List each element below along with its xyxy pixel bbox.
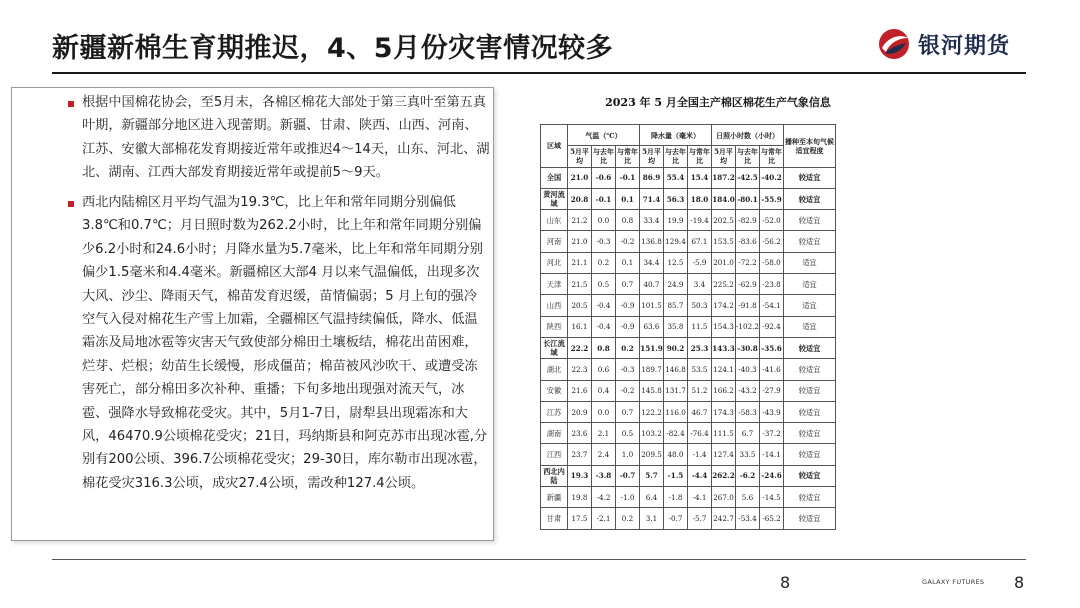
weather-table-figure bbox=[530, 92, 906, 544]
subheader: 5月平均 bbox=[568, 146, 592, 167]
value-cell: 103.2 bbox=[640, 423, 664, 444]
value-cell: 122.2 bbox=[640, 401, 664, 422]
table-body bbox=[541, 167, 836, 529]
value-cell: 0.8 bbox=[592, 337, 616, 358]
table-row bbox=[541, 295, 836, 316]
value-cell: 0.0 bbox=[592, 210, 616, 231]
page-number: 8 bbox=[780, 573, 791, 592]
value-cell: 3.1 bbox=[640, 508, 664, 529]
value-cell: -0.3 bbox=[616, 359, 640, 380]
value-cell: 35.8 bbox=[664, 316, 688, 337]
value-cell: -76.4 bbox=[688, 423, 712, 444]
value-cell: 17.5 bbox=[568, 508, 592, 529]
value-cell: 2.1 bbox=[592, 423, 616, 444]
header-suitability: 播种至本旬气候适宜程度 bbox=[784, 125, 836, 168]
suitability-cell: 较适宜 bbox=[784, 359, 836, 380]
value-cell: -83.6 bbox=[736, 231, 760, 252]
value-cell: 184.0 bbox=[712, 188, 736, 209]
value-cell: -30.8 bbox=[736, 337, 760, 358]
value-cell: 166.2 bbox=[712, 380, 736, 401]
header-sunshine: 日照小时数（小时） bbox=[712, 125, 784, 146]
region-cell: 安徽 bbox=[541, 380, 568, 401]
region-cell: 山西 bbox=[541, 295, 568, 316]
value-cell: 154.3 bbox=[712, 316, 736, 337]
value-cell: -40.2 bbox=[760, 167, 784, 188]
value-cell: -0.1 bbox=[616, 167, 640, 188]
value-cell: 129.4 bbox=[664, 231, 688, 252]
value-cell: 21.0 bbox=[568, 167, 592, 188]
region-cell: 西北内陆 bbox=[541, 465, 568, 486]
value-cell: 145.8 bbox=[640, 380, 664, 401]
value-cell: 33.4 bbox=[640, 210, 664, 231]
region-cell: 江西 bbox=[541, 444, 568, 465]
region-cell: 湖北 bbox=[541, 359, 568, 380]
value-cell: -52.0 bbox=[760, 210, 784, 231]
table-row bbox=[541, 231, 836, 252]
table-title: 2023 年 5 月全国主产棉区棉花生产气象信息 bbox=[605, 96, 831, 109]
value-cell: -43.9 bbox=[760, 401, 784, 422]
value-cell: -19.4 bbox=[688, 210, 712, 231]
header-temperature: 气温（℃） bbox=[568, 125, 640, 146]
value-cell: 19.8 bbox=[568, 487, 592, 508]
value-cell: -72.2 bbox=[736, 252, 760, 273]
value-cell: 262.2 bbox=[712, 465, 736, 486]
value-cell: 0.5 bbox=[616, 423, 640, 444]
value-cell: 5.7 bbox=[640, 465, 664, 486]
weather-table bbox=[540, 124, 836, 530]
subheader: 5月平均 bbox=[712, 146, 736, 167]
subheader: 与常年比 bbox=[689, 147, 710, 166]
value-cell: -82.4 bbox=[664, 423, 688, 444]
value-cell: 19.3 bbox=[568, 465, 592, 486]
value-cell: 0.2 bbox=[616, 337, 640, 358]
value-cell: 33.5 bbox=[736, 444, 760, 465]
header-divider bbox=[52, 72, 1026, 74]
table-row bbox=[541, 508, 836, 529]
bullet-text-2: 西北内陆棉区月平均气温为19.3℃，比上年和常年同期分别偏低3.8℃和0.7℃；月日照时数为262.2小时，比上年和常年同期分别偏少6.2小时和24.6小时；月降水量为5.7毫米，比上年和常年同期分别偏少1.5毫米和4.4毫米。新疆棉区大部4 月以来气温偏低，出现多次大风、沙尘、降雨天气，棉苗发育迟缓，苗情偏弱；5 月上旬的强冷空气入侵对棉花生产雪上加霜，全疆棉区气温持续偏低，降水、低温霜冻及局地冰雹等灾害天气致使部分棉田土壤板结，棉花出苗困难，烂芽、烂根；幼苗生长缓慢，形成僵苗；棉苗被风沙吹干、或遭受冻害死亡，部分棉田多次补种、重播；下旬多地出现强对流天气，冰雹、强降水导致棉花受灾。其中，5月1-7日，尉犁县出现霜冻和大风，46470.9公顷棉花受灾；21日，玛纳斯县和阿克苏市出现冰雹,分别有200公顷、396.7公顷棉花受灾；29-30日，库尔勒市出现冰雹，棉花受灾316.3公顷，成灾27.4公顷，需改种127.4公顷。 bbox=[82, 195, 488, 491]
value-cell: 174.2 bbox=[712, 295, 736, 316]
footer-divider bbox=[52, 559, 1026, 560]
value-cell: 50.3 bbox=[688, 295, 712, 316]
value-cell: -5.9 bbox=[688, 252, 712, 273]
region-cell: 江苏 bbox=[541, 401, 568, 422]
value-cell: 153.5 bbox=[712, 231, 736, 252]
value-cell: -4.2 bbox=[592, 487, 616, 508]
table-row bbox=[541, 167, 836, 188]
value-cell: -0.3 bbox=[592, 231, 616, 252]
region-cell: 长江流域 bbox=[541, 337, 568, 358]
value-cell: -4.1 bbox=[688, 487, 712, 508]
subheader: 5月平均 bbox=[640, 146, 664, 167]
value-cell: -24.6 bbox=[760, 465, 784, 486]
value-cell: -14.1 bbox=[760, 444, 784, 465]
table-row bbox=[541, 210, 836, 231]
value-cell: 131.7 bbox=[664, 380, 688, 401]
table-row bbox=[541, 487, 836, 508]
value-cell: -41.6 bbox=[760, 359, 784, 380]
region-cell: 天津 bbox=[541, 274, 568, 295]
value-cell: -1.0 bbox=[616, 487, 640, 508]
region-cell: 陕西 bbox=[541, 316, 568, 337]
value-cell: 34.4 bbox=[640, 252, 664, 273]
value-cell: 0.7 bbox=[616, 274, 640, 295]
value-cell: -0.2 bbox=[616, 231, 640, 252]
value-cell: -5.7 bbox=[688, 508, 712, 529]
table-row bbox=[541, 465, 836, 486]
bullet-text-1: 根据中国棉花协会，至5月末，各棉区棉花大部处于第三真叶至第五真叶期，新疆部分地区进入现蕾期。新疆、甘肃、陕西、山西、河南、江苏、安徽大部棉花发育期接近常年或推迟4～14天，山东、河北、湖北、湖南、江西大部发育期接近常年或提前5～9天。 bbox=[82, 95, 490, 181]
page-number-right: 8 bbox=[1014, 573, 1025, 592]
value-cell: -1.8 bbox=[664, 487, 688, 508]
value-cell: -0.6 bbox=[592, 167, 616, 188]
value-cell: 23.7 bbox=[568, 444, 592, 465]
value-cell: -37.2 bbox=[760, 423, 784, 444]
value-cell: 0.5 bbox=[592, 274, 616, 295]
value-cell: -0.7 bbox=[664, 508, 688, 529]
value-cell: 53.5 bbox=[688, 359, 712, 380]
suitability-cell: 适宜 bbox=[784, 252, 836, 273]
value-cell: 20.9 bbox=[568, 401, 592, 422]
suitability-cell: 较适宜 bbox=[784, 167, 836, 188]
value-cell: 136.8 bbox=[640, 231, 664, 252]
suitability-cell: 适宜 bbox=[784, 316, 836, 337]
footer-brand: GALAXY FUTURES bbox=[922, 578, 985, 586]
value-cell: 201.0 bbox=[712, 252, 736, 273]
value-cell: 0.4 bbox=[592, 380, 616, 401]
brand-logo bbox=[876, 26, 1010, 62]
value-cell: 15.4 bbox=[688, 167, 712, 188]
value-cell: 6.4 bbox=[640, 487, 664, 508]
value-cell: 0.6 bbox=[592, 359, 616, 380]
region-cell: 山东 bbox=[541, 210, 568, 231]
value-cell: -3.8 bbox=[592, 465, 616, 486]
value-cell: -6.2 bbox=[736, 465, 760, 486]
suitability-cell: 适宜 bbox=[784, 274, 836, 295]
value-cell: 71.4 bbox=[640, 188, 664, 209]
value-cell: 0.1 bbox=[616, 252, 640, 273]
value-cell: 20.5 bbox=[568, 295, 592, 316]
table-row bbox=[541, 401, 836, 422]
value-cell: 174.3 bbox=[712, 401, 736, 422]
value-cell: -0.2 bbox=[616, 380, 640, 401]
value-cell: 267.0 bbox=[712, 487, 736, 508]
table-row bbox=[541, 359, 836, 380]
region-cell: 河北 bbox=[541, 252, 568, 273]
value-cell: 12.5 bbox=[664, 252, 688, 273]
galaxy-logo-icon bbox=[876, 26, 912, 62]
value-cell: 22.3 bbox=[568, 359, 592, 380]
region-cell: 河南 bbox=[541, 231, 568, 252]
value-cell: 1.0 bbox=[616, 444, 640, 465]
suitability-cell: 较适宜 bbox=[784, 401, 836, 422]
table-row bbox=[541, 316, 836, 337]
value-cell: -4.4 bbox=[688, 465, 712, 486]
value-cell: 0.2 bbox=[592, 252, 616, 273]
value-cell: -2.1 bbox=[592, 508, 616, 529]
value-cell: -40.3 bbox=[736, 359, 760, 380]
suitability-cell: 较适宜 bbox=[784, 337, 836, 358]
value-cell: 225.2 bbox=[712, 274, 736, 295]
value-cell: -82.9 bbox=[736, 210, 760, 231]
table-row bbox=[541, 337, 836, 358]
value-cell: 16.1 bbox=[568, 316, 592, 337]
region-cell: 全国 bbox=[541, 167, 568, 188]
value-cell: 20.8 bbox=[568, 188, 592, 209]
bullet-marker-icon bbox=[68, 101, 74, 107]
value-cell: 21.6 bbox=[568, 380, 592, 401]
value-cell: -65.2 bbox=[760, 508, 784, 529]
value-cell: 48.0 bbox=[664, 444, 688, 465]
value-cell: 21.0 bbox=[568, 231, 592, 252]
value-cell: 85.7 bbox=[664, 295, 688, 316]
value-cell: 5.6 bbox=[736, 487, 760, 508]
value-cell: -0.9 bbox=[616, 295, 640, 316]
suitability-cell: 较适宜 bbox=[784, 444, 836, 465]
value-cell: 2.4 bbox=[592, 444, 616, 465]
value-cell: 187.2 bbox=[712, 167, 736, 188]
value-cell: -0.4 bbox=[592, 295, 616, 316]
suitability-cell: 较适宜 bbox=[784, 465, 836, 486]
region-cell: 湖南 bbox=[541, 423, 568, 444]
table-row bbox=[541, 444, 836, 465]
bullet-marker-icon bbox=[68, 201, 74, 207]
subheader: 与常年比 bbox=[617, 147, 638, 166]
page-title: 新疆新棉生育期推迟，4、5月份灾害情况较多 bbox=[52, 33, 614, 64]
value-cell: -56.2 bbox=[760, 231, 784, 252]
region-cell: 甘肃 bbox=[541, 508, 568, 529]
value-cell: -0.4 bbox=[592, 316, 616, 337]
value-cell: 0.2 bbox=[616, 508, 640, 529]
suitability-cell: 较适宜 bbox=[784, 380, 836, 401]
value-cell: 21.2 bbox=[568, 210, 592, 231]
value-cell: -43.2 bbox=[736, 380, 760, 401]
value-cell: 25.3 bbox=[688, 337, 712, 358]
subheader: 与去年比 bbox=[737, 147, 758, 166]
value-cell: 63.6 bbox=[640, 316, 664, 337]
suitability-cell: 适宜 bbox=[784, 295, 836, 316]
suitability-cell: 较适宜 bbox=[784, 487, 836, 508]
value-cell: 11.5 bbox=[688, 316, 712, 337]
value-cell: -42.5 bbox=[736, 167, 760, 188]
value-cell: 111.5 bbox=[712, 423, 736, 444]
value-cell: 90.2 bbox=[664, 337, 688, 358]
value-cell: -62.9 bbox=[736, 274, 760, 295]
value-cell: -58.0 bbox=[760, 252, 784, 273]
value-cell: 86.9 bbox=[640, 167, 664, 188]
suitability-cell: 较适宜 bbox=[784, 423, 836, 444]
value-cell: -0.1 bbox=[592, 188, 616, 209]
value-cell: 143.3 bbox=[712, 337, 736, 358]
value-cell: 40.7 bbox=[640, 274, 664, 295]
value-cell: 23.6 bbox=[568, 423, 592, 444]
value-cell: 19.9 bbox=[664, 210, 688, 231]
value-cell: 101.5 bbox=[640, 295, 664, 316]
value-cell: 46.7 bbox=[688, 401, 712, 422]
brand-name: 银河期货 bbox=[918, 33, 1011, 59]
value-cell: 116.0 bbox=[664, 401, 688, 422]
suitability-cell: 较适宜 bbox=[784, 188, 836, 209]
value-cell: 55.4 bbox=[664, 167, 688, 188]
subheader: 与去年比 bbox=[665, 147, 686, 166]
value-cell: 21.5 bbox=[568, 274, 592, 295]
value-cell: 127.4 bbox=[712, 444, 736, 465]
table-row bbox=[541, 188, 836, 209]
table-row bbox=[541, 423, 836, 444]
value-cell: -58.3 bbox=[736, 401, 760, 422]
table-row bbox=[541, 380, 836, 401]
value-cell: 202.5 bbox=[712, 210, 736, 231]
value-cell: 0.7 bbox=[616, 401, 640, 422]
value-cell: 21.1 bbox=[568, 252, 592, 273]
value-cell: 51.2 bbox=[688, 380, 712, 401]
value-cell: -27.9 bbox=[760, 380, 784, 401]
value-cell: 124.1 bbox=[712, 359, 736, 380]
value-cell: -0.7 bbox=[616, 465, 640, 486]
value-cell: -23.8 bbox=[760, 274, 784, 295]
region-cell: 新疆 bbox=[541, 487, 568, 508]
table-row bbox=[541, 274, 836, 295]
value-cell: 22.2 bbox=[568, 337, 592, 358]
subheader: 与常年比 bbox=[761, 147, 783, 166]
value-cell: -35.6 bbox=[760, 337, 784, 358]
value-cell: 24.9 bbox=[664, 274, 688, 295]
table-row bbox=[541, 252, 836, 273]
value-cell: -92.4 bbox=[760, 316, 784, 337]
value-cell: -80.1 bbox=[736, 188, 760, 209]
value-cell: 0.0 bbox=[592, 401, 616, 422]
value-cell: -91.8 bbox=[736, 295, 760, 316]
value-cell: 3.4 bbox=[688, 274, 712, 295]
value-cell: 0.8 bbox=[616, 210, 640, 231]
value-cell: -1.5 bbox=[664, 465, 688, 486]
value-cell: 67.1 bbox=[688, 231, 712, 252]
value-cell: -54.1 bbox=[760, 295, 784, 316]
header-region: 区域 bbox=[541, 125, 568, 168]
value-cell: 0.1 bbox=[616, 188, 640, 209]
value-cell: 151.9 bbox=[640, 337, 664, 358]
value-cell: 56.3 bbox=[664, 188, 688, 209]
value-cell: -14.5 bbox=[760, 487, 784, 508]
suitability-cell: 较适宜 bbox=[784, 508, 836, 529]
value-cell: 242.7 bbox=[712, 508, 736, 529]
value-cell: -55.9 bbox=[760, 188, 784, 209]
value-cell: 209.5 bbox=[640, 444, 664, 465]
subheader: 与去年比 bbox=[593, 147, 614, 166]
suitability-cell: 较适宜 bbox=[784, 231, 836, 252]
region-cell: 黄河流域 bbox=[541, 188, 568, 209]
value-cell: 146.8 bbox=[664, 359, 688, 380]
value-cell: -102.2 bbox=[736, 316, 760, 337]
value-cell: 18.0 bbox=[688, 188, 712, 209]
value-cell: -1.4 bbox=[688, 444, 712, 465]
suitability-cell: 较适宜 bbox=[784, 210, 836, 231]
header-precipitation: 降水量（毫米） bbox=[640, 125, 712, 146]
value-cell: -53.4 bbox=[736, 508, 760, 529]
value-cell: -0.9 bbox=[616, 316, 640, 337]
value-cell: 6.7 bbox=[736, 423, 760, 444]
value-cell: 189.7 bbox=[640, 359, 664, 380]
